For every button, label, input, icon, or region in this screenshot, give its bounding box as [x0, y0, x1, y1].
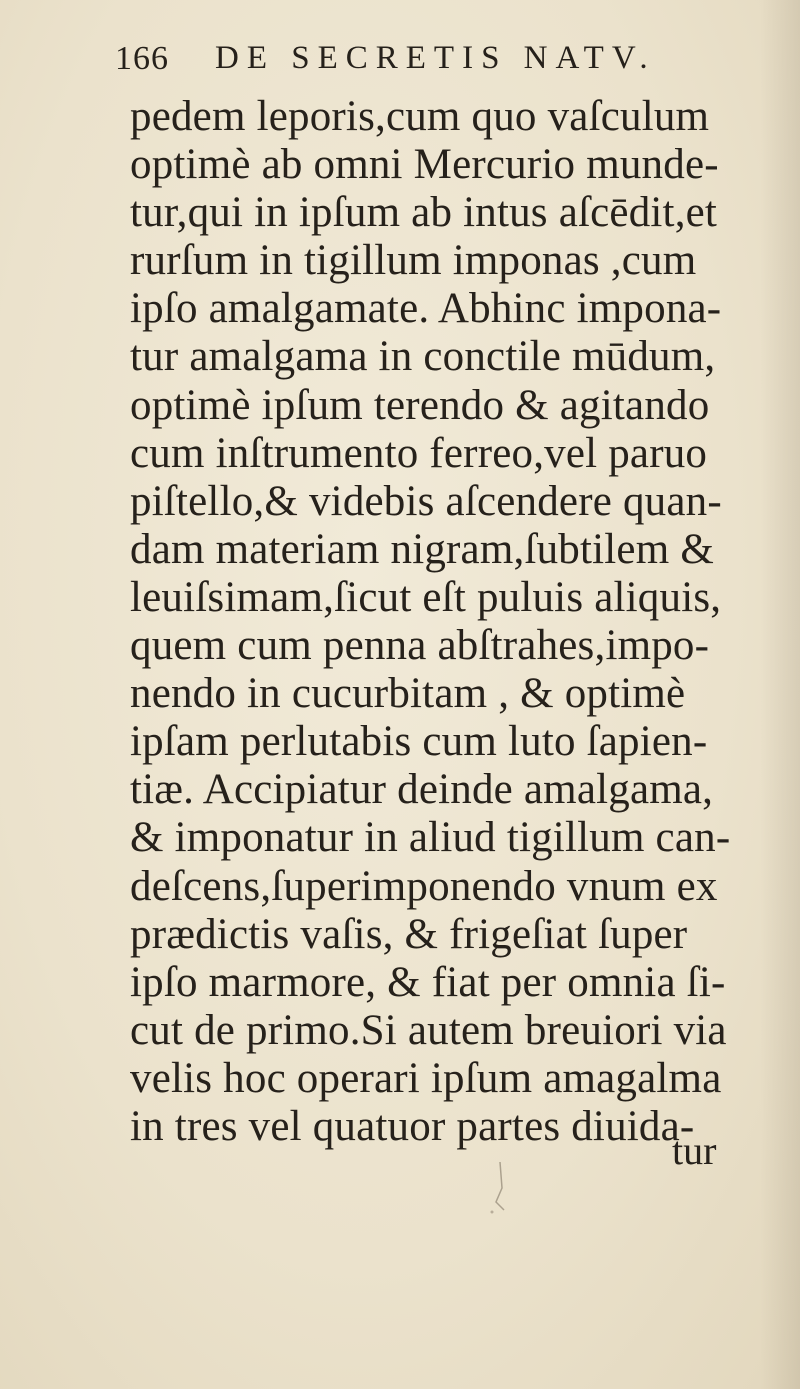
- text-line: tiæ. Accipiatur deinde amalgama,: [130, 766, 714, 814]
- text-line: pedem leporis,cum quo vaſculum: [130, 93, 710, 140]
- text-line: & imponatur in aliud tigillum can-: [130, 814, 731, 862]
- page-edge-shadow: [760, 0, 800, 1389]
- text-line: in tres vel quatuor partes diuida-: [130, 1102, 695, 1150]
- catchword: tur: [672, 1128, 717, 1173]
- text-line: velis hoc operari ipſum amagalma: [130, 1054, 722, 1102]
- text-line: tur,qui in ipſum ab intus aſcēdit,et: [130, 189, 718, 237]
- text-line: nendo in cucurbitam , & optimè: [130, 670, 686, 718]
- text-line: tur amalgama in conctile mūdum,: [130, 333, 716, 381]
- text-line: ipſam perlutabis cum luto ſapien-: [130, 718, 708, 766]
- text-line: ipſo amalgamate. Abhinc impona-: [130, 285, 722, 333]
- text-line: leuiſsimam,ſicut eſt puluis aliquis,: [130, 573, 722, 621]
- text-line: optimè ab omni Mercurio munde-: [130, 141, 719, 189]
- running-head: DE SECRETIS NATV.: [215, 40, 656, 76]
- text-line: cut de primo.Si autem breuiori via: [130, 1006, 727, 1054]
- text-line: optimè ipſum terendo & agitando: [130, 381, 710, 429]
- body-text: [130, 93, 750, 1151]
- text-line: piſtello,& videbis aſcendere quan-: [130, 477, 722, 525]
- text-line: quem cum penna abſtrahes,impo-: [130, 622, 710, 670]
- ink-blot-mark: [478, 1158, 518, 1218]
- page-number: 166: [115, 40, 169, 77]
- text-line: ipſo marmore, & fiat per omnia ſi-: [130, 958, 726, 1006]
- page-header: [115, 40, 715, 90]
- text-line: prædictis vaſis, & frigeſiat ſuper: [130, 910, 688, 958]
- text-line: dam materiam nigram,ſubtilem &: [130, 525, 714, 573]
- text-line: deſcens,ſuperimponendo vnum ex: [130, 862, 718, 910]
- text-line: cum inſtrumento ferreo,vel paruo: [130, 429, 708, 477]
- text-line: rurſum in tigillum imponas ,cum: [130, 237, 697, 285]
